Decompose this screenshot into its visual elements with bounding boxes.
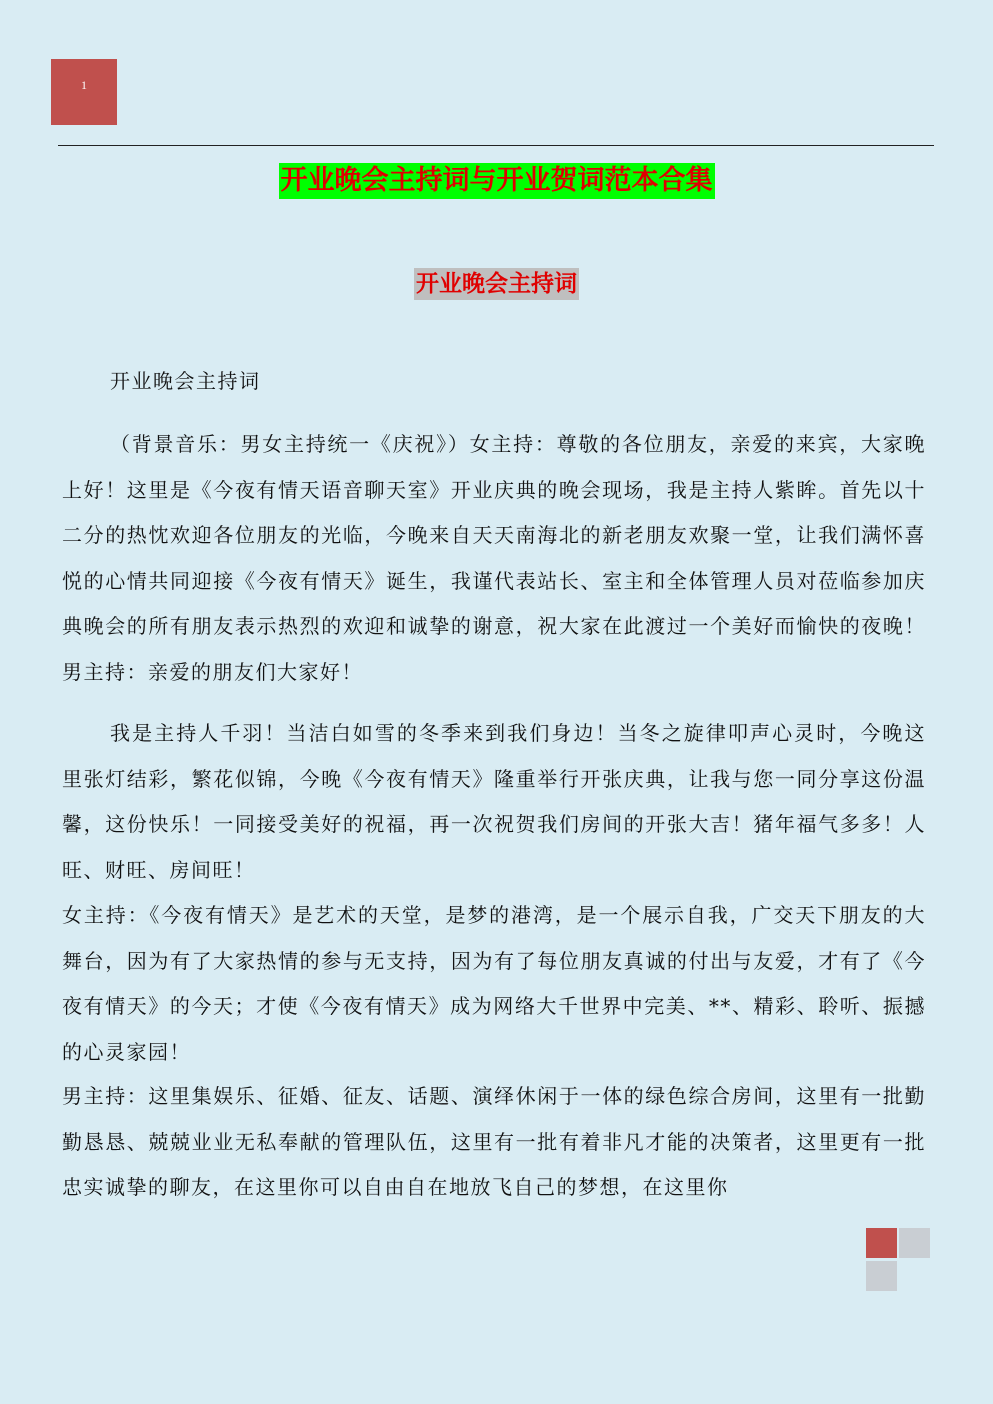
subtitle-container	[0, 268, 993, 300]
paragraph-4: 男主持：这里集娱乐、征婚、征友、话题、演绎休闲于一体的绿色综合房间，这里有一批勤勤恳恳、兢兢业业无私奉献的管理队伍，这里有一批有着非凡才能的决策者，这里更有一批忠实诚挚的聊友，在这里你可以自由自在地放飞自己的梦想，在这里你	[62, 1084, 926, 1199]
document-title: 开业晚会主持词与开业贺词范本合集	[279, 163, 715, 199]
corner-square-grey	[866, 1261, 897, 1291]
title-container	[0, 163, 993, 199]
header-divider	[58, 145, 934, 146]
corner-square-red	[866, 1228, 897, 1258]
section-heading: 开业晚会主持词	[110, 369, 261, 393]
corner-square-grey	[899, 1228, 930, 1258]
page-number-badge	[51, 59, 117, 125]
section-title: 开业晚会主持词	[414, 268, 579, 300]
paragraph-1: （背景音乐：男女主持统一《庆祝》）女主持：尊敬的各位朋友，亲爱的来宾，大家晚上好！这里是《今夜有情天语音聊天室》开业庆典的晚会现场，我是主持人紫眸。首先以十二分的热忱欢迎各位朋友的光临，今晚来自天天南海北的新老朋友欢聚一堂，让我们满怀喜悦的心情共同迎接《今夜有情天》诞生，我谨代表站长、室主和全体管理人员对莅临参加庆典晚会的所有朋友表示热烈的欢迎和诚挚的谢意，祝大家在此渡过一个美好而愉快的夜晚！ 男主持：亲爱的朋友们大家好！	[62, 432, 926, 684]
paragraph-3: 女主持：《今夜有情天》是艺术的天堂，是梦的港湾，是一个展示自我，广交天下朋友的大舞台，因为有了大家热情的参与无支持，因为有了每位朋友真诚的付出与友爱，才有了《今夜有情天》的今天；才使《今夜有情天》成为网络大千世界中完美、**、精彩、聆听、振撼的心灵家园！	[62, 903, 926, 1064]
corner-decoration	[866, 1228, 932, 1292]
paragraph-2: 我是主持人千羽！当洁白如雪的冬季来到我们身边！当冬之旋律叩声心灵时，今晚这里张灯结彩，繁花似锦，今晚《今夜有情天》隆重举行开张庆典，让我与您一同分享这份温馨，这份快乐！一同接受美好的祝福，再一次祝贺我们房间的开张大吉！猪年福气多多！人旺、财旺、房间旺！	[62, 721, 926, 882]
page-number: 1	[81, 78, 87, 92]
